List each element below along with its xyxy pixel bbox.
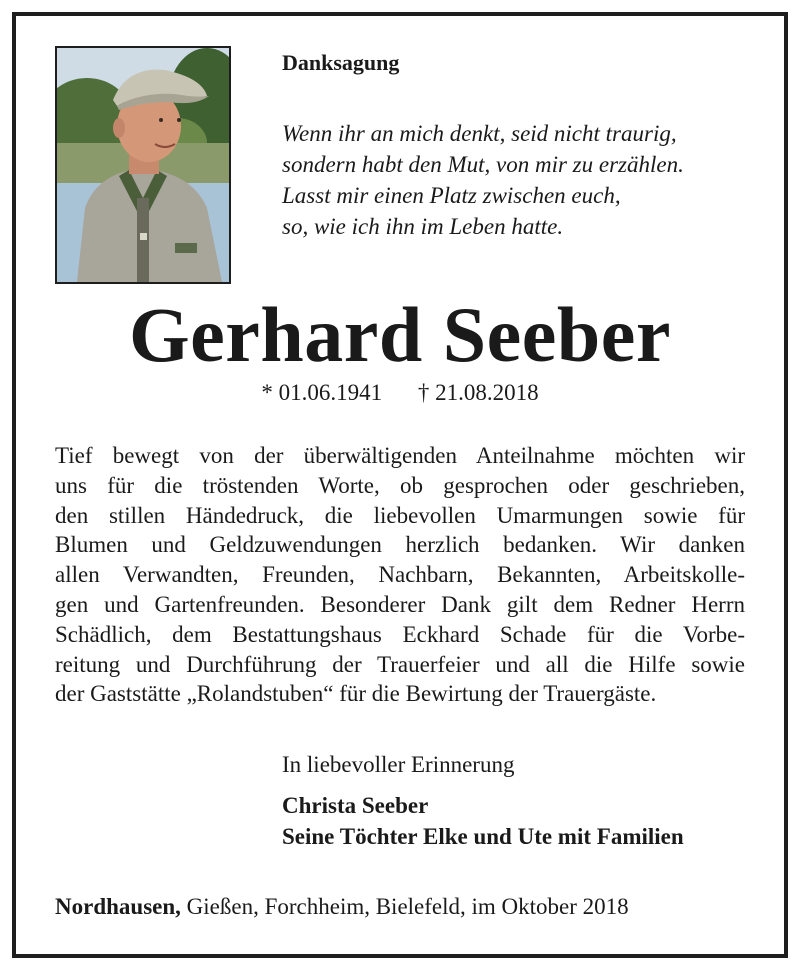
death-date: † 21.08.2018 <box>417 380 539 405</box>
heading-danksagung: Danksagung <box>282 50 400 75</box>
deceased-name: Gerhard Seeber <box>128 291 672 378</box>
poem-line: Wenn ihr an mich denkt, seid nicht traurig, <box>282 121 677 146</box>
paragraph-line: allen Verwandten, Freunden, Nachbarn, Bekannten, Arbeitskolle- <box>55 562 745 588</box>
paragraph-line: Tief bewegt von der überwältigenden Anteilnahme möchten wir <box>55 443 745 468</box>
place-others: Gießen, Forchheim, Bielefeld, im Oktober 2018 <box>180 894 629 919</box>
portrait-photo <box>55 46 231 284</box>
place-main: Nordhausen, <box>55 894 181 919</box>
signer-line: Seine Töchter Elke und Ute mit Familien <box>282 824 684 849</box>
poem-line: Lasst mir einen Platz zwischen euch, <box>282 183 621 208</box>
paragraph-line: Blumen und Geldzuwendungen herzlich bedanken. Wir danken <box>55 532 745 558</box>
life-dates <box>0 380 800 406</box>
poem-line: sondern habt den Mut, von mir zu erzählen. <box>282 152 684 177</box>
paragraph-line: den stillen Händedruck, die liebevollen Umarmungen sowie für <box>55 502 745 528</box>
paragraph-line: gen und Gartenfreunden. Besonderer Dank gilt dem Redner Herrn <box>55 591 745 617</box>
paragraph-line: uns für die tröstenden Worte, ob gesprochen oder geschrieben, <box>55 472 745 498</box>
paragraph-line: der Gaststätte „Rolandstuben“ für die Bewirtung der Trauergäste. <box>55 681 657 707</box>
birth-date: * 01.06.1941 <box>261 380 383 405</box>
paragraph-line: reitung und Durchführung der Trauerfeier und all die Hilfe sowie <box>55 651 745 677</box>
poem <box>282 118 684 242</box>
place-date-line <box>55 894 629 920</box>
thanks-paragraph <box>55 441 745 709</box>
closing-phrase: In liebevoller Erinnerung <box>282 752 515 777</box>
signers <box>282 790 684 852</box>
signer-line: Christa Seeber <box>282 793 429 818</box>
poem-line: so, wie ich ihn im Leben hatte. <box>282 214 564 239</box>
paragraph-line: Schädlich, dem Bestattungshaus Eckhard Schade für die Vorbe- <box>55 621 745 647</box>
